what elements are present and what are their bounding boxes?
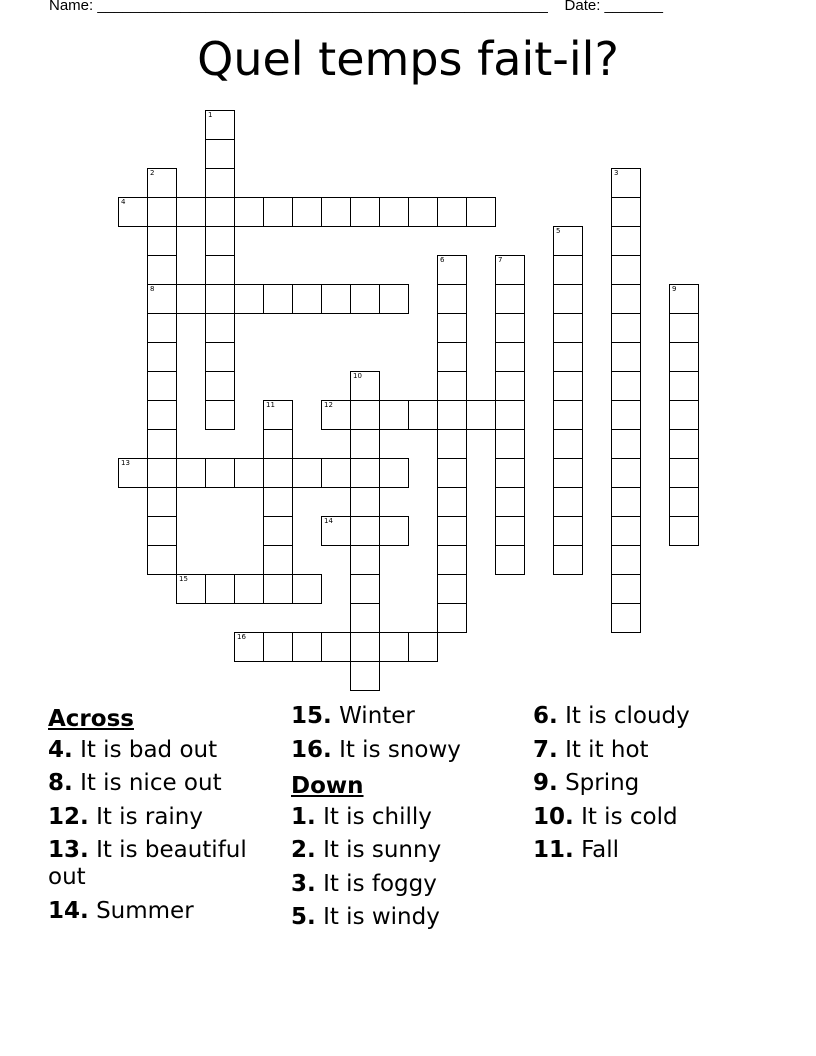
grid-cell[interactable]	[205, 284, 235, 314]
grid-cell[interactable]	[176, 197, 206, 227]
grid-cell[interactable]	[437, 516, 467, 546]
grid-cell[interactable]	[263, 284, 293, 314]
clue-number: 7	[498, 256, 503, 264]
clue-number: 9	[672, 285, 677, 293]
grid-cell[interactable]	[437, 371, 467, 401]
grid-cell[interactable]	[437, 313, 467, 343]
grid-cell[interactable]	[147, 458, 177, 488]
grid-cell[interactable]	[147, 516, 177, 546]
grid-cell[interactable]	[669, 516, 699, 546]
grid-cell[interactable]	[553, 342, 583, 372]
grid-cell[interactable]	[495, 487, 525, 517]
grid-cell[interactable]	[147, 400, 177, 430]
grid-cell[interactable]	[147, 197, 177, 227]
grid-cell[interactable]	[176, 574, 206, 604]
clue-across-4: 4. It is bad out	[48, 736, 218, 763]
grid-cell[interactable]	[379, 284, 409, 314]
grid-cell[interactable]	[205, 255, 235, 285]
grid-cell[interactable]	[379, 458, 409, 488]
grid-cell[interactable]	[350, 545, 380, 575]
grid-cell[interactable]	[553, 516, 583, 546]
grid-cell[interactable]	[263, 429, 293, 459]
grid-cell[interactable]	[176, 284, 206, 314]
grid-cell[interactable]	[205, 168, 235, 198]
grid-cell[interactable]	[611, 342, 641, 372]
grid-cell[interactable]	[379, 632, 409, 662]
grid-cell[interactable]	[321, 400, 351, 430]
grid-cell[interactable]	[611, 603, 641, 633]
grid-cell[interactable]	[553, 545, 583, 575]
grid-cell[interactable]	[234, 284, 264, 314]
grid-cell[interactable]	[495, 429, 525, 459]
grid-cell[interactable]	[408, 632, 438, 662]
date-blank[interactable]: _______	[604, 0, 663, 14]
across-heading: Across	[48, 706, 134, 732]
grid-cell[interactable]	[611, 487, 641, 517]
grid-cell[interactable]	[321, 458, 351, 488]
grid-cell[interactable]	[205, 400, 235, 430]
grid-cell[interactable]	[263, 400, 293, 430]
date-label: Date:	[564, 0, 601, 14]
clue-column-2	[291, 703, 521, 938]
grid-cell[interactable]	[234, 197, 264, 227]
clue-column-3	[533, 703, 763, 871]
clue-across-8: 8. It is nice out	[48, 770, 222, 796]
grid-cell[interactable]	[263, 487, 293, 517]
grid-cell[interactable]	[437, 545, 467, 575]
grid-cell[interactable]	[379, 197, 409, 227]
grid-cell[interactable]	[176, 458, 206, 488]
grid-cell[interactable]	[263, 632, 293, 662]
grid-cell[interactable]	[611, 371, 641, 401]
grid-cell[interactable]	[553, 400, 583, 430]
grid-cell[interactable]	[437, 603, 467, 633]
grid-cell[interactable]	[408, 197, 438, 227]
grid-cell[interactable]	[611, 545, 641, 575]
grid-cell[interactable]	[205, 226, 235, 256]
grid-cell[interactable]	[669, 487, 699, 517]
grid-cell[interactable]	[495, 342, 525, 372]
grid-cell[interactable]	[437, 197, 467, 227]
clue-number: 4	[121, 198, 126, 206]
grid-cell[interactable]	[466, 197, 496, 227]
grid-cell[interactable]	[292, 458, 322, 488]
grid-cell[interactable]	[350, 487, 380, 517]
clue-number: 14	[324, 517, 333, 525]
grid-cell[interactable]	[350, 574, 380, 604]
grid-cell[interactable]	[234, 458, 264, 488]
grid-cell[interactable]	[553, 458, 583, 488]
grid-cell[interactable]	[147, 429, 177, 459]
grid-cell[interactable]	[437, 487, 467, 517]
grid-cell[interactable]	[611, 458, 641, 488]
grid-cell[interactable]	[495, 255, 525, 285]
grid-cell[interactable]	[263, 574, 293, 604]
grid-cell[interactable]	[147, 255, 177, 285]
grid-cell[interactable]	[669, 400, 699, 430]
grid-cell[interactable]	[466, 400, 496, 430]
grid-cell[interactable]	[205, 458, 235, 488]
grid-cell[interactable]	[350, 429, 380, 459]
grid-cell[interactable]	[321, 516, 351, 546]
grid-cell[interactable]	[147, 545, 177, 575]
grid-cell[interactable]	[147, 226, 177, 256]
clue-number: 12	[324, 401, 333, 409]
name-label: Name:	[49, 0, 94, 14]
grid-cell[interactable]	[350, 516, 380, 546]
grid-cell[interactable]	[553, 255, 583, 285]
grid-cell[interactable]	[669, 371, 699, 401]
grid-cell[interactable]	[350, 400, 380, 430]
grid-cell[interactable]	[437, 284, 467, 314]
page-title: Quel temps fait-il?	[197, 32, 619, 86]
grid-cell[interactable]	[205, 139, 235, 169]
grid-cell[interactable]	[553, 226, 583, 256]
grid-cell[interactable]	[437, 574, 467, 604]
clue-down-9: 9. Spring	[533, 770, 640, 796]
grid-cell[interactable]	[321, 197, 351, 227]
name-blank[interactable]: ______________________________________________________	[97, 0, 548, 14]
grid-cell[interactable]	[234, 574, 264, 604]
grid-cell[interactable]	[437, 255, 467, 285]
clue-across-14: 14. Summer	[48, 897, 194, 924]
clue-number: 2	[150, 169, 155, 177]
grid-cell[interactable]	[263, 516, 293, 546]
grid-cell[interactable]	[147, 342, 177, 372]
grid-cell[interactable]	[553, 487, 583, 517]
grid-cell[interactable]	[669, 458, 699, 488]
grid-cell[interactable]	[553, 429, 583, 459]
grid-cell[interactable]	[350, 458, 380, 488]
grid-cell[interactable]	[611, 313, 641, 343]
grid-cell[interactable]	[205, 342, 235, 372]
clue-across-16: 16. It is snowy	[291, 736, 461, 763]
grid-cell[interactable]	[292, 197, 322, 227]
clue-number: 16	[237, 633, 246, 641]
grid-cell[interactable]	[263, 197, 293, 227]
grid-cell[interactable]	[147, 487, 177, 517]
grid-cell[interactable]	[350, 284, 380, 314]
grid-cell[interactable]	[611, 255, 641, 285]
grid-cell[interactable]	[495, 284, 525, 314]
clue-number: 10	[353, 372, 362, 380]
grid-cell[interactable]	[611, 284, 641, 314]
clue-number: 8	[150, 285, 155, 293]
grid-cell[interactable]	[379, 400, 409, 430]
clue-number: 11	[266, 401, 275, 409]
grid-cell[interactable]	[553, 313, 583, 343]
grid-cell[interactable]	[437, 458, 467, 488]
grid-cell[interactable]	[321, 632, 351, 662]
grid-cell[interactable]	[321, 284, 351, 314]
grid-cell[interactable]	[205, 197, 235, 227]
grid-cell[interactable]	[669, 284, 699, 314]
grid-cell[interactable]	[147, 313, 177, 343]
clue-number: 15	[179, 575, 188, 583]
grid-cell[interactable]	[292, 574, 322, 604]
grid-cell[interactable]	[437, 342, 467, 372]
grid-cell[interactable]	[350, 603, 380, 633]
grid-cell[interactable]	[205, 313, 235, 343]
grid-cell[interactable]	[263, 545, 293, 575]
grid-cell[interactable]	[437, 429, 467, 459]
grid-cell[interactable]	[350, 197, 380, 227]
grid-cell[interactable]	[118, 197, 148, 227]
clue-across-15: 15. Winter	[291, 703, 415, 729]
grid-cell[interactable]	[234, 632, 264, 662]
clue-down-11: 11. Fall	[533, 837, 620, 863]
clue-down-6: 6. It is cloudy	[533, 703, 690, 729]
grid-cell[interactable]	[350, 371, 380, 401]
grid-cell[interactable]	[205, 574, 235, 604]
grid-cell[interactable]	[611, 516, 641, 546]
grid-cell[interactable]	[495, 516, 525, 546]
grid-cell[interactable]	[669, 313, 699, 343]
grid-cell[interactable]	[495, 400, 525, 430]
grid-cell[interactable]	[350, 632, 380, 662]
clue-number: 6	[440, 256, 445, 264]
grid-cell[interactable]	[611, 574, 641, 604]
grid-cell[interactable]	[553, 284, 583, 314]
grid-cell[interactable]	[495, 371, 525, 401]
clue-number: 3	[614, 169, 619, 177]
grid-cell[interactable]	[147, 168, 177, 198]
clue-across-12: 12. It is rainy	[48, 803, 203, 830]
clue-number: 1	[208, 111, 213, 119]
clue-down-2: 2. It is sunny	[291, 837, 442, 863]
grid-cell[interactable]	[611, 429, 641, 459]
clue-number: 13	[121, 459, 130, 467]
grid-cell[interactable]	[611, 226, 641, 256]
grid-cell[interactable]	[118, 458, 148, 488]
grid-cell[interactable]	[147, 371, 177, 401]
grid-cell[interactable]	[292, 284, 322, 314]
clue-down-5: 5. It is windy	[291, 904, 440, 930]
grid-cell[interactable]	[669, 429, 699, 459]
grid-cell[interactable]	[495, 458, 525, 488]
grid-cell[interactable]	[495, 313, 525, 343]
grid-cell[interactable]	[669, 342, 699, 372]
grid-cell[interactable]	[147, 284, 177, 314]
grid-cell[interactable]	[205, 371, 235, 401]
grid-cell[interactable]	[292, 632, 322, 662]
grid-cell[interactable]	[611, 168, 641, 198]
grid-cell[interactable]	[408, 400, 438, 430]
grid-cell[interactable]	[611, 400, 641, 430]
grid-cell[interactable]	[379, 516, 409, 546]
grid-cell[interactable]	[611, 197, 641, 227]
clue-down-10: 10. It is cold	[533, 803, 678, 830]
grid-cell[interactable]	[205, 110, 235, 140]
clue-down-7: 7. It it hot	[533, 736, 649, 763]
grid-cell[interactable]	[263, 458, 293, 488]
grid-cell[interactable]	[495, 545, 525, 575]
clue-down-1: 1. It is chilly	[291, 803, 432, 830]
grid-cell[interactable]	[553, 371, 583, 401]
clue-down-3: 3. It is foggy	[291, 870, 437, 897]
grid-cell[interactable]	[437, 400, 467, 430]
clue-across-13: 13. It is beautiful out	[48, 837, 247, 890]
grid-cell[interactable]	[350, 661, 380, 691]
down-heading: Down	[291, 773, 364, 799]
clue-number: 5	[556, 227, 561, 235]
clue-column-1	[48, 703, 263, 931]
